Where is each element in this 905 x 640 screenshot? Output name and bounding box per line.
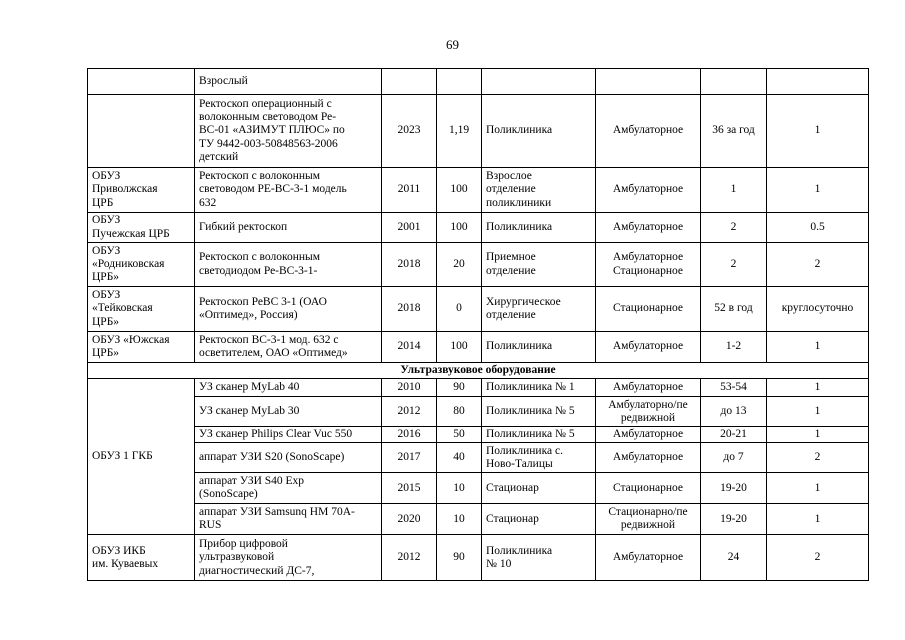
shifts-cell: 1 bbox=[767, 504, 869, 535]
care-type-cell: Амбулаторное bbox=[596, 427, 701, 443]
location-cell: Стационар bbox=[482, 473, 596, 504]
care-type-cell: Амбулаторное Стационарное bbox=[596, 243, 701, 287]
load-cell: 20-21 bbox=[701, 427, 767, 443]
org-cell: ОБУЗ «Родниковская ЦРБ» bbox=[88, 243, 195, 287]
device-cell: УЗ сканер MyLab 40 bbox=[195, 379, 382, 397]
load-cell: 1-2 bbox=[701, 332, 767, 363]
equipment-table bbox=[87, 68, 869, 581]
load-cell: 19-20 bbox=[701, 473, 767, 504]
location-cell: Поликлиника bbox=[482, 213, 596, 243]
device-cell: Ректоскоп с волоконным светодиодом Ре-ВС-3-1- bbox=[195, 243, 382, 287]
device-cell: аппарат УЗИ Samsunq HM 70A- RUS bbox=[195, 504, 382, 535]
care-type-cell: Амбулаторное bbox=[596, 535, 701, 581]
wear-cell: 40 bbox=[437, 443, 482, 473]
shifts-cell: 1 bbox=[767, 168, 869, 213]
care-type-cell: Амбулаторное bbox=[596, 168, 701, 213]
table-row bbox=[88, 397, 869, 427]
shifts-cell: 1 bbox=[767, 332, 869, 363]
org-cell: ОБУЗ «Тейковская ЦРБ» bbox=[88, 287, 195, 332]
care-type-cell: Амбулаторное bbox=[596, 213, 701, 243]
device-cell: Взрослый bbox=[195, 69, 382, 95]
org-cell bbox=[88, 95, 195, 168]
year-cell: 2001 bbox=[382, 213, 437, 243]
year-cell: 2015 bbox=[382, 473, 437, 504]
load-cell: 36 за год bbox=[701, 95, 767, 168]
wear-cell: 0 bbox=[437, 287, 482, 332]
org-cell: ОБУЗ «Южская ЦРБ» bbox=[88, 332, 195, 363]
wear-cell: 20 bbox=[437, 243, 482, 287]
device-cell: УЗ сканер Philips Clear Vuc 550 bbox=[195, 427, 382, 443]
care-type-cell: Амбулаторное bbox=[596, 332, 701, 363]
device-cell: Прибор цифровой ультразвуковой диагностический ДС-7, bbox=[195, 535, 382, 581]
location-cell: Поликлиника № 5 bbox=[482, 397, 596, 427]
shifts-cell: круглосуточно bbox=[767, 287, 869, 332]
table-row bbox=[88, 427, 869, 443]
care-type-cell: Амбулаторное bbox=[596, 379, 701, 397]
location-cell: Поликлиника bbox=[482, 332, 596, 363]
location-cell: Стационар bbox=[482, 504, 596, 535]
table-row bbox=[88, 243, 869, 287]
load-cell: до 13 bbox=[701, 397, 767, 427]
table-row bbox=[88, 95, 869, 168]
wear-cell: 10 bbox=[437, 504, 482, 535]
org-cell bbox=[88, 69, 195, 95]
table-row bbox=[88, 379, 869, 397]
care-type-cell: Стационарное bbox=[596, 287, 701, 332]
care-type-cell: Амбулаторное bbox=[596, 443, 701, 473]
year-cell: 2011 bbox=[382, 168, 437, 213]
table-row bbox=[88, 213, 869, 243]
table-row bbox=[88, 332, 869, 363]
table-row bbox=[88, 473, 869, 504]
care-type-cell: Амбулаторно/пе редвижной bbox=[596, 397, 701, 427]
device-cell: Ректоскоп РеВС 3-1 (ОАО «Оптимед», Россия) bbox=[195, 287, 382, 332]
table-row bbox=[88, 443, 869, 473]
year-cell: 2012 bbox=[382, 397, 437, 427]
shifts-cell: 1 bbox=[767, 95, 869, 168]
shifts-cell: 2 bbox=[767, 535, 869, 581]
load-cell: 1 bbox=[701, 168, 767, 213]
shifts-cell: 1 bbox=[767, 379, 869, 397]
location-cell: Хирургическое отделение bbox=[482, 287, 596, 332]
location-cell: Приемное отделение bbox=[482, 243, 596, 287]
location-cell: Поликлиника № 1 bbox=[482, 379, 596, 397]
table-row bbox=[88, 287, 869, 332]
year-cell: 2018 bbox=[382, 287, 437, 332]
table-row bbox=[88, 535, 869, 581]
wear-cell: 100 bbox=[437, 213, 482, 243]
device-cell: аппарат УЗИ S40 Exp (SonoScape) bbox=[195, 473, 382, 504]
care-type-cell: Стационарное bbox=[596, 473, 701, 504]
device-cell: Ректоскоп с волоконным световодом РЕ-ВС-3-1 модель 632 bbox=[195, 168, 382, 213]
year-cell: 2023 bbox=[382, 95, 437, 168]
shifts-cell: 0.5 bbox=[767, 213, 869, 243]
location-cell: Взрослое отделение поликлиники bbox=[482, 168, 596, 213]
year-cell: 2020 bbox=[382, 504, 437, 535]
year-cell: 2018 bbox=[382, 243, 437, 287]
device-cell: Ректоскоп операционный с волоконным световодом Ре- ВС-01 «АЗИМУТ ПЛЮС» по ТУ 9442-003-50848563-2006 детский bbox=[195, 95, 382, 168]
org-cell: ОБУЗ 1 ГКБ bbox=[88, 379, 195, 535]
wear-cell: 80 bbox=[437, 397, 482, 427]
year-cell: 2017 bbox=[382, 443, 437, 473]
load-cell: 53-54 bbox=[701, 379, 767, 397]
org-cell: ОБУЗ Пучежская ЦРБ bbox=[88, 213, 195, 243]
load-cell: 2 bbox=[701, 243, 767, 287]
wear-cell: 100 bbox=[437, 332, 482, 363]
wear-cell: 50 bbox=[437, 427, 482, 443]
table-row bbox=[88, 168, 869, 213]
wear-cell: 10 bbox=[437, 473, 482, 504]
device-cell: аппарат УЗИ S20 (SonoScape) bbox=[195, 443, 382, 473]
device-cell: УЗ сканер MyLab 30 bbox=[195, 397, 382, 427]
care-type-cell: Амбулаторное bbox=[596, 95, 701, 168]
shifts-cell: 1 bbox=[767, 473, 869, 504]
org-cell: ОБУЗ Приволжская ЦРБ bbox=[88, 168, 195, 213]
shifts-cell: 1 bbox=[767, 427, 869, 443]
wear-cell: 90 bbox=[437, 535, 482, 581]
location-cell: Поликлиника № 5 bbox=[482, 427, 596, 443]
shifts-cell: 2 bbox=[767, 443, 869, 473]
shifts-cell: 2 bbox=[767, 243, 869, 287]
year-cell: 2016 bbox=[382, 427, 437, 443]
table-row bbox=[88, 504, 869, 535]
table-row bbox=[88, 69, 869, 95]
wear-cell: 100 bbox=[437, 168, 482, 213]
shifts-cell: 1 bbox=[767, 397, 869, 427]
page-number: 69 bbox=[446, 37, 459, 52]
load-cell: 24 bbox=[701, 535, 767, 581]
load-cell: 52 в год bbox=[701, 287, 767, 332]
year-cell: 2010 bbox=[382, 379, 437, 397]
device-cell: Гибкий ректоскоп bbox=[195, 213, 382, 243]
wear-cell: 1,19 bbox=[437, 95, 482, 168]
section-row bbox=[88, 363, 869, 379]
year-cell: 2012 bbox=[382, 535, 437, 581]
org-cell: ОБУЗ ИКБ им. Куваевых bbox=[88, 535, 195, 581]
location-cell: Поликлиника bbox=[482, 95, 596, 168]
location-cell: Поликлиника с. Ново-Талицы bbox=[482, 443, 596, 473]
device-cell: Ректоскоп ВС-3-1 мод. 632 с осветителем, ОАО «Оптимед» bbox=[195, 332, 382, 363]
load-cell: 19-20 bbox=[701, 504, 767, 535]
wear-cell: 90 bbox=[437, 379, 482, 397]
load-cell: 2 bbox=[701, 213, 767, 243]
year-cell: 2014 bbox=[382, 332, 437, 363]
care-type-cell: Стационарно/пе редвижной bbox=[596, 504, 701, 535]
location-cell: Поликлиника № 10 bbox=[482, 535, 596, 581]
section-title: Ультразвуковое оборудование bbox=[88, 363, 869, 379]
load-cell: до 7 bbox=[701, 443, 767, 473]
